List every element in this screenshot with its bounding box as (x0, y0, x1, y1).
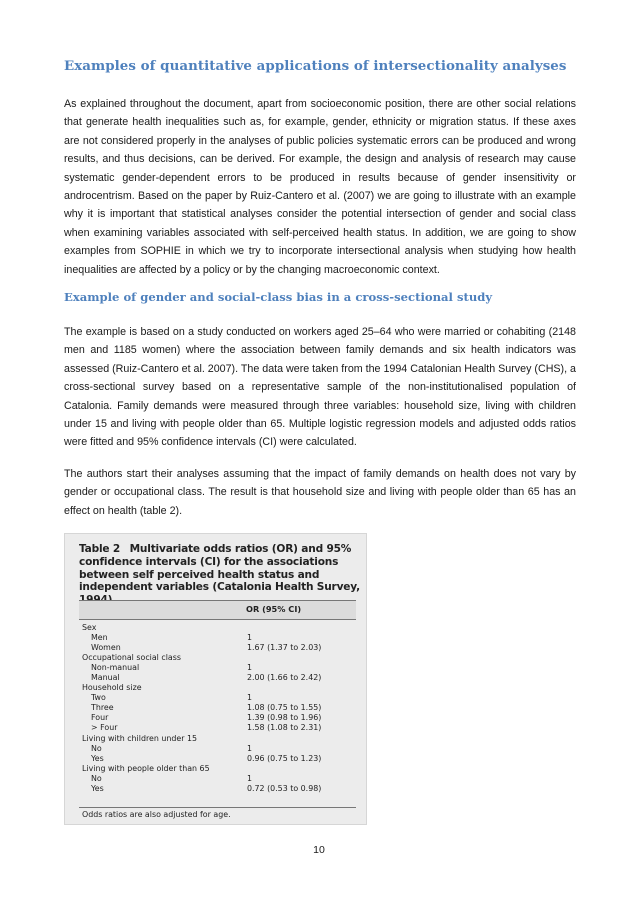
table-caption-text: Multivariate odds ratios (OR) and 95% confidence intervals (CI) for the associations between self perceived health status and independent variables (Catalonia Health Survey, (79, 543, 360, 594)
table-row (82, 643, 362, 653)
table-2-figure (64, 533, 367, 825)
table-row (82, 713, 362, 723)
page-number: 10 (313, 844, 325, 856)
table-row-value: 0.72 (0.53 to 0.98) (247, 783, 322, 793)
table-row (82, 673, 362, 683)
table-row-value: 1 (247, 773, 253, 783)
table-row-value: 1.67 (1.37 to 2.03) (247, 643, 322, 653)
table-row-label: Living with children under 15 (82, 733, 198, 743)
paragraph-study-description: The example is based on a study conducted on workers aged 25–64 who were married or cohabiting (2148 men and 1185 women) where the association between family demands and six health indicators was assessed (Ruiz-Cantero et al. 2007). The data were taken from the 1994 Catalonian Health Survey (CHS), a cross-sectional survey based on a representative sample of the non-institutionalised population of Catalonia. Family demands were measured through three variables: household size, living with children under 15 and living with people older than 65. Multiple logistic regression models and adjusted odds ratios were fitted and 95% confidence intervals (CI) were calculated. (64, 326, 576, 449)
table-row (82, 623, 362, 633)
table-row-label: Manual (91, 673, 120, 683)
table-row-label: No (91, 743, 102, 753)
table-row (82, 723, 362, 733)
table-row-value: 1 (247, 663, 253, 673)
paragraph-results: The authors start their analyses assuming that the impact of family demands on health does not vary by gender or occupational class. The result is that household size and living with people older than 65 has an effect on health (table 2). (64, 468, 576, 517)
table-row-label: Occupational social class (82, 653, 181, 663)
table-row-value: 1 (247, 693, 253, 703)
table-number: Table 2 (79, 543, 121, 555)
table-row-label: Three (91, 703, 114, 713)
table-footnote: Odds ratios are also adjusted for age. (82, 810, 231, 819)
table-row (82, 703, 362, 713)
table-row-label: No (91, 773, 102, 783)
table-row (82, 774, 362, 784)
table-row-label: > Four (91, 723, 118, 733)
table-row-value: 1.08 (0.75 to 1.55) (247, 703, 322, 713)
table-row (82, 663, 362, 673)
table-row-label: Four (91, 713, 109, 723)
table-row-value: 0.96 (0.75 to 1.23) (247, 753, 322, 763)
table-row (82, 693, 362, 703)
paragraph-intro: As explained throughout the document, apart from socioeconomic position, there are other social relations that generate health inequalities such as, for example, gender, ethnicity or migration status. If these axes are not considered properly in the analyses of public policies systematic errors can be produced and wrong results, and thus decisions, can be derived. For example, the design and analysis of research may cause systematic gender-dependent errors to be produced in results because of gender insensitivity or androcentrism. Based on the paper by Ruiz-Cantero et al. (2007) we are going to illustrate with an example why it is important that statistical analyses consider the potential intersection of gender and social class when examining variables associated with self-perceived health status. In addition, we are going to show examples from SOPHIE in which we try to incorporate intersectional analysis when studying how health inequalities are affected by a policy or by the changing macroeconomic context. (64, 98, 576, 276)
table-caption (79, 543, 361, 607)
section-title: Examples of quantitative applications of intersectionality analyses (64, 58, 567, 74)
table-row-label: Living with people older than 65 (82, 763, 210, 773)
table-row (82, 683, 362, 693)
table-row-label: Women (91, 643, 121, 653)
table-column-header: OR (95% CI) (246, 604, 302, 614)
table-row-value: 1 (247, 633, 253, 643)
table-body (82, 623, 362, 794)
table-row-value: 2.00 (1.66 to 2.42) (247, 673, 322, 683)
table-row-value: 1.58 (1.08 to 2.31) (247, 723, 322, 733)
table-row-value: 1.39 (0.98 to 1.96) (247, 713, 322, 723)
table-row-label: Household size (82, 683, 142, 693)
table-row-label: Two (91, 693, 106, 703)
table-row-label: Men (91, 633, 108, 643)
table-row (82, 764, 362, 774)
table-row (82, 754, 362, 764)
table-row (82, 653, 362, 663)
table-row (82, 734, 362, 744)
table-row-label: Yes (91, 753, 104, 763)
table-row (82, 784, 362, 794)
subsection-title: Example of gender and social-class bias in a cross-sectional study (64, 290, 493, 304)
table-row (82, 633, 362, 643)
table-row (82, 744, 362, 754)
table-row-label: Non-manual (91, 663, 140, 673)
table-bottom-rule (79, 807, 356, 808)
table-header-band (79, 601, 356, 620)
table-row-label: Yes (91, 783, 104, 793)
table-row-value: 1 (247, 743, 253, 753)
table-row-label: Sex (82, 623, 97, 632)
